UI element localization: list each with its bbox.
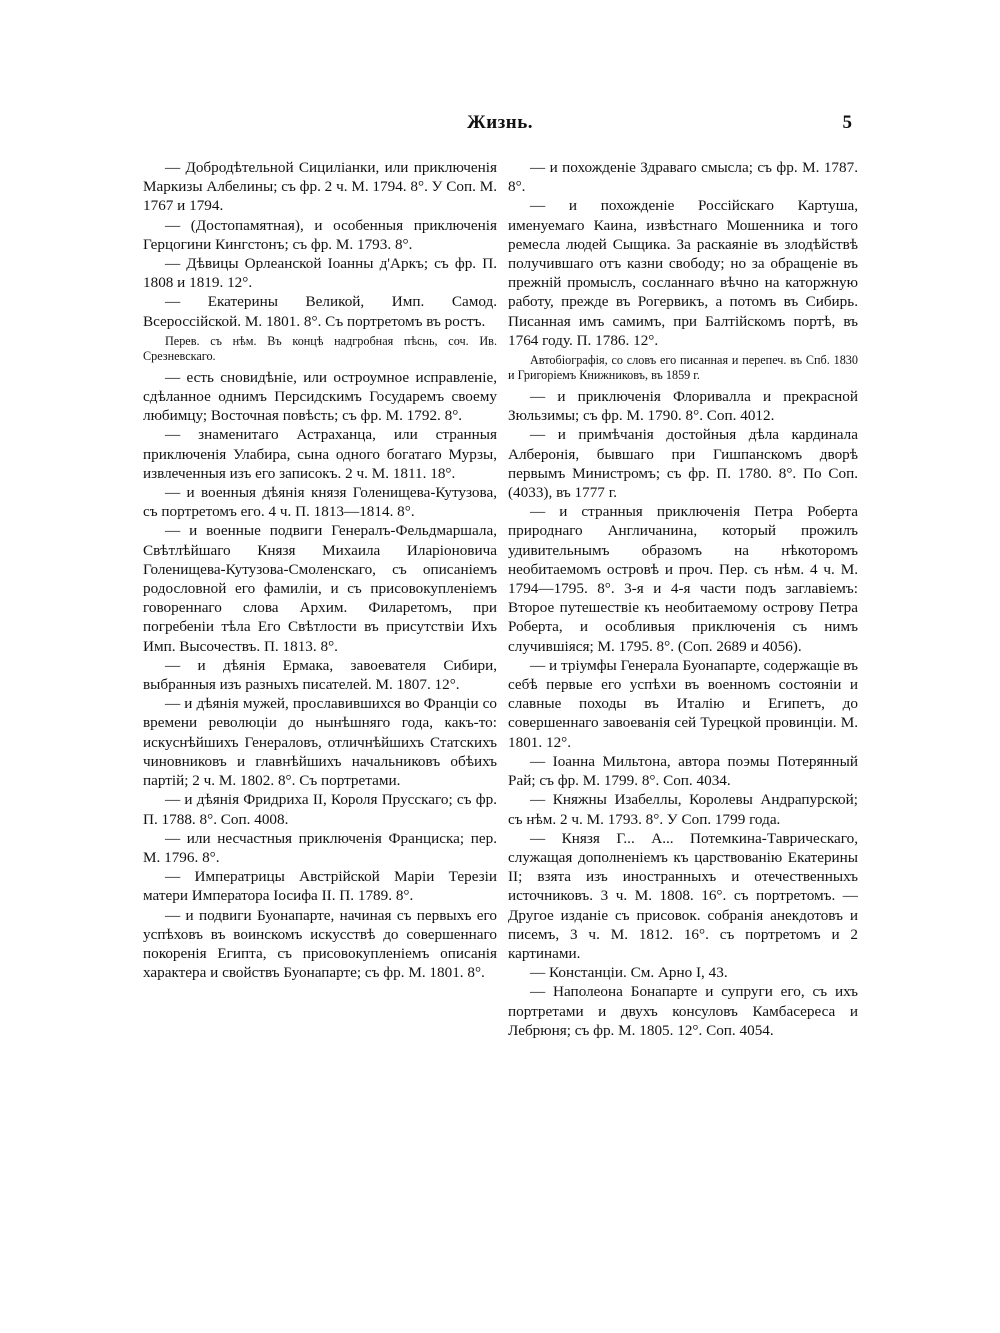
bibliographic-note: Автобiографiя, со словъ его писанная и перепеч. въ Спб. 1830 и Григорiемъ Книжниковъ, въ 1859 г. <box>508 353 858 383</box>
bibliographic-entry: — и подвиги Буонапарте, начиная съ первыхъ его успѣховъ въ воинскомъ искусствѣ до совершеннаго покоренiя Египта, съ присовокупленiемъ описанiя характера и свойствъ Буонапарте; съ фр. М. 1801. 8°. <box>143 906 497 982</box>
bibliographic-entry: — Констанцiи. См. Арно I, 43. <box>530 964 728 982</box>
bibliographic-entry: — Императрицы Австрiйской Марiи Терезiи матери Императора Iосифа II. П. 1789. 8°. <box>143 868 497 905</box>
bibliographic-entry: — Князя Г... А... Потемкина-Таврическаго, служащая дополненiемъ къ царствованiю Екатерины II; взята изъ иностранныхъ и отечественныхъ источниковъ. 3 ч. М. 1808. 16°. съ портретомъ. — Другое изданiе съ присовок. собранiя анекдотовъ и писемъ, 3 ч. М. 1812. 16°. съ портретомъ и 2 картинами. <box>508 829 858 962</box>
bibliographic-entry: — и трiумфы Генерала Буонапарте, содержащiе въ себѣ первые его успѣхи въ военномъ состоянiи и славные походы въ Италiю и Египетъ, до совершеннаго завоеванiя сей Турецкой провинцiи. М. 1801. 12°. <box>508 656 858 751</box>
bibliographic-entry: — Екатерины Великой, Имп. Самод. Всероссiйской. М. 1801. 8°. Съ портретомъ въ ростъ. <box>143 293 497 330</box>
bibliographic-entry: — знаменитаго Астраханца, или странныя приключенiя Улабира, сына одного богатаго Мурзы, извлеченныя изъ его записокъ. 2 ч. М. 1811. 18°. <box>143 426 497 482</box>
bibliographic-entry: — есть сновидѣнiе, или остроумное исправленiе, сдѣланное однимъ Персидскимъ Государемъ своему любимцу; Восточная повѣсть; съ фр. М. 1792. 8°. <box>143 368 497 425</box>
page-title: Жизнь. <box>466 112 534 133</box>
bibliographic-entry: — Iоанна Мильтона, автора поэмы Потерянный Рай; съ фр. М. 1799. 8°. Соп. 4034. <box>508 752 858 790</box>
bibliographic-entry: — Дѣвицы Орлеанской Iоанны д'Аркъ; съ фр. П. 1808 и 1819. 12°. <box>143 255 497 292</box>
bibliographic-entry: — Наполеона Бонапарте и супруги его, съ ихъ портретами и двухъ консуловъ Камбасереса и Лебрюня; съ фр. М. 1805. 12°. Соп. 4054. <box>508 983 858 1039</box>
bibliographic-entry: — и примѣчанiя достойныя дѣла кардинала Алберонiя, бывшаго при Гишпанскомъ дворѣ первымъ Министромъ; съ фр. П. 1780. 8°. По Соп. (4033), въ 1777 г. <box>508 426 858 502</box>
bibliographic-entry: — и похожденiе Россiйскаго Картуша, именуемаго Каина, извѣстнаго Мошенника и того ремесла людей Сыщика. За раскаянiе въ злодѣйствѣ получившаго отъ казни свободу; но за обращенiе въ прежнiй промыслъ, сосланнаго вѣчно на каторжную работу, прежде въ Рогервикъ, а потомъ въ Сибирь. Писанная имъ самимъ, при Балтiйскомъ портѣ, въ 1764 году. П. 1786. 12°. <box>508 197 858 349</box>
bibliographic-entry: — и военные подвиги Генералъ-Фельдмаршала, Свѣтлѣйшаго Князя Михаила Иларiоновича Голенищева-Кутузова-Смоленскаго, съ описанiемъ родословной его фамилiи, и съ присовокупленiемъ говореннаго слова Архим. Филаретомъ, при погребенiи тѣла Его Свѣтлости въ присутствiи Ихъ Имп. Высочествъ. П. 1813. 8°. <box>143 522 497 655</box>
bibliographic-entry: — или несчастныя приключенiя Франциска; пер. М. 1796. 8°. <box>143 829 497 866</box>
bibliographic-entry: — (Достопамятная), и особенныя приключенiя Герцогини Кингстонъ; съ фр. М. 1793. 8°. <box>143 216 497 253</box>
bibliographic-entry: — Княжны Изабеллы, Королевы Андрапурской; съ нѣм. 2 ч. М. 1793. 8°. У Соп. 1799 года. <box>508 791 858 828</box>
running-head <box>0 112 1000 142</box>
page-number: 5 <box>842 112 852 133</box>
bibliographic-entry: — и военныя дѣянiя князя Голенищева-Кутузова, съ портретомъ его. 4 ч. П. 1813—1814. 8°. <box>143 484 497 521</box>
bibliographic-entry: — и дѣянiя мужей, прославившихся во Францiи со времени революцiи до нынѣшняго года, какъ-то: искуснѣйшихъ Генераловъ, отличнѣйшихъ Статскихъ чиновниковъ и главнѣйшихъ начальниковъ обѣихъ партiй; 2 ч. М. 1802. 8°. Съ портретами. <box>143 695 497 790</box>
bibliographic-entry: — и дѣянiя Ермака, завоевателя Сибири, выбранныя изъ разныхъ писателей. М. 1807. 12°. <box>143 656 497 694</box>
left-column <box>143 158 497 982</box>
bibliographic-entry: — и дѣянiя Фридриха II, Короля Прусскаго; съ фр. П. 1788. 8°. Соп. 4008. <box>143 791 497 828</box>
bibliographic-entry: — и похожденiе Здраваго смысла; съ фр. М. 1787. 8°. <box>508 159 858 196</box>
right-column <box>508 158 858 1040</box>
bibliographic-entry: — Добродѣтельной Сицилiанки, или приключенiя Маркизы Албелины; съ фр. 2 ч. М. 1794. 8°. У Соп. М. 1767 и 1794. <box>143 159 497 215</box>
bibliographic-entry: — и приключенiя Флоривалла и прекрасной Зюльзимы; съ фр. М. 1790. 8°. Соп. 4012. <box>508 388 858 425</box>
bibliographic-note: Перев. съ нѣм. Въ концѣ надгробная пѣснь, соч. Ив. Срезневскаго. <box>143 333 497 363</box>
bibliographic-entry: — и странныя приключенiя Петра Роберта природнаго Англичанина, который прожилъ удивительнымъ образомъ на нѣкоторомъ необитаемомъ островѣ и проч. Пер. съ нѣм. 4 ч. М. 1794—1795. 8°. 3-я и 4-я части подъ заглавiемъ: Второе путешествiе къ необитаемому острову Петра Роберта, и особливыя приключенiя съ нимъ случившiяся; М. 1795. 8°. (Соп. 2689 и 4056). <box>508 503 858 655</box>
